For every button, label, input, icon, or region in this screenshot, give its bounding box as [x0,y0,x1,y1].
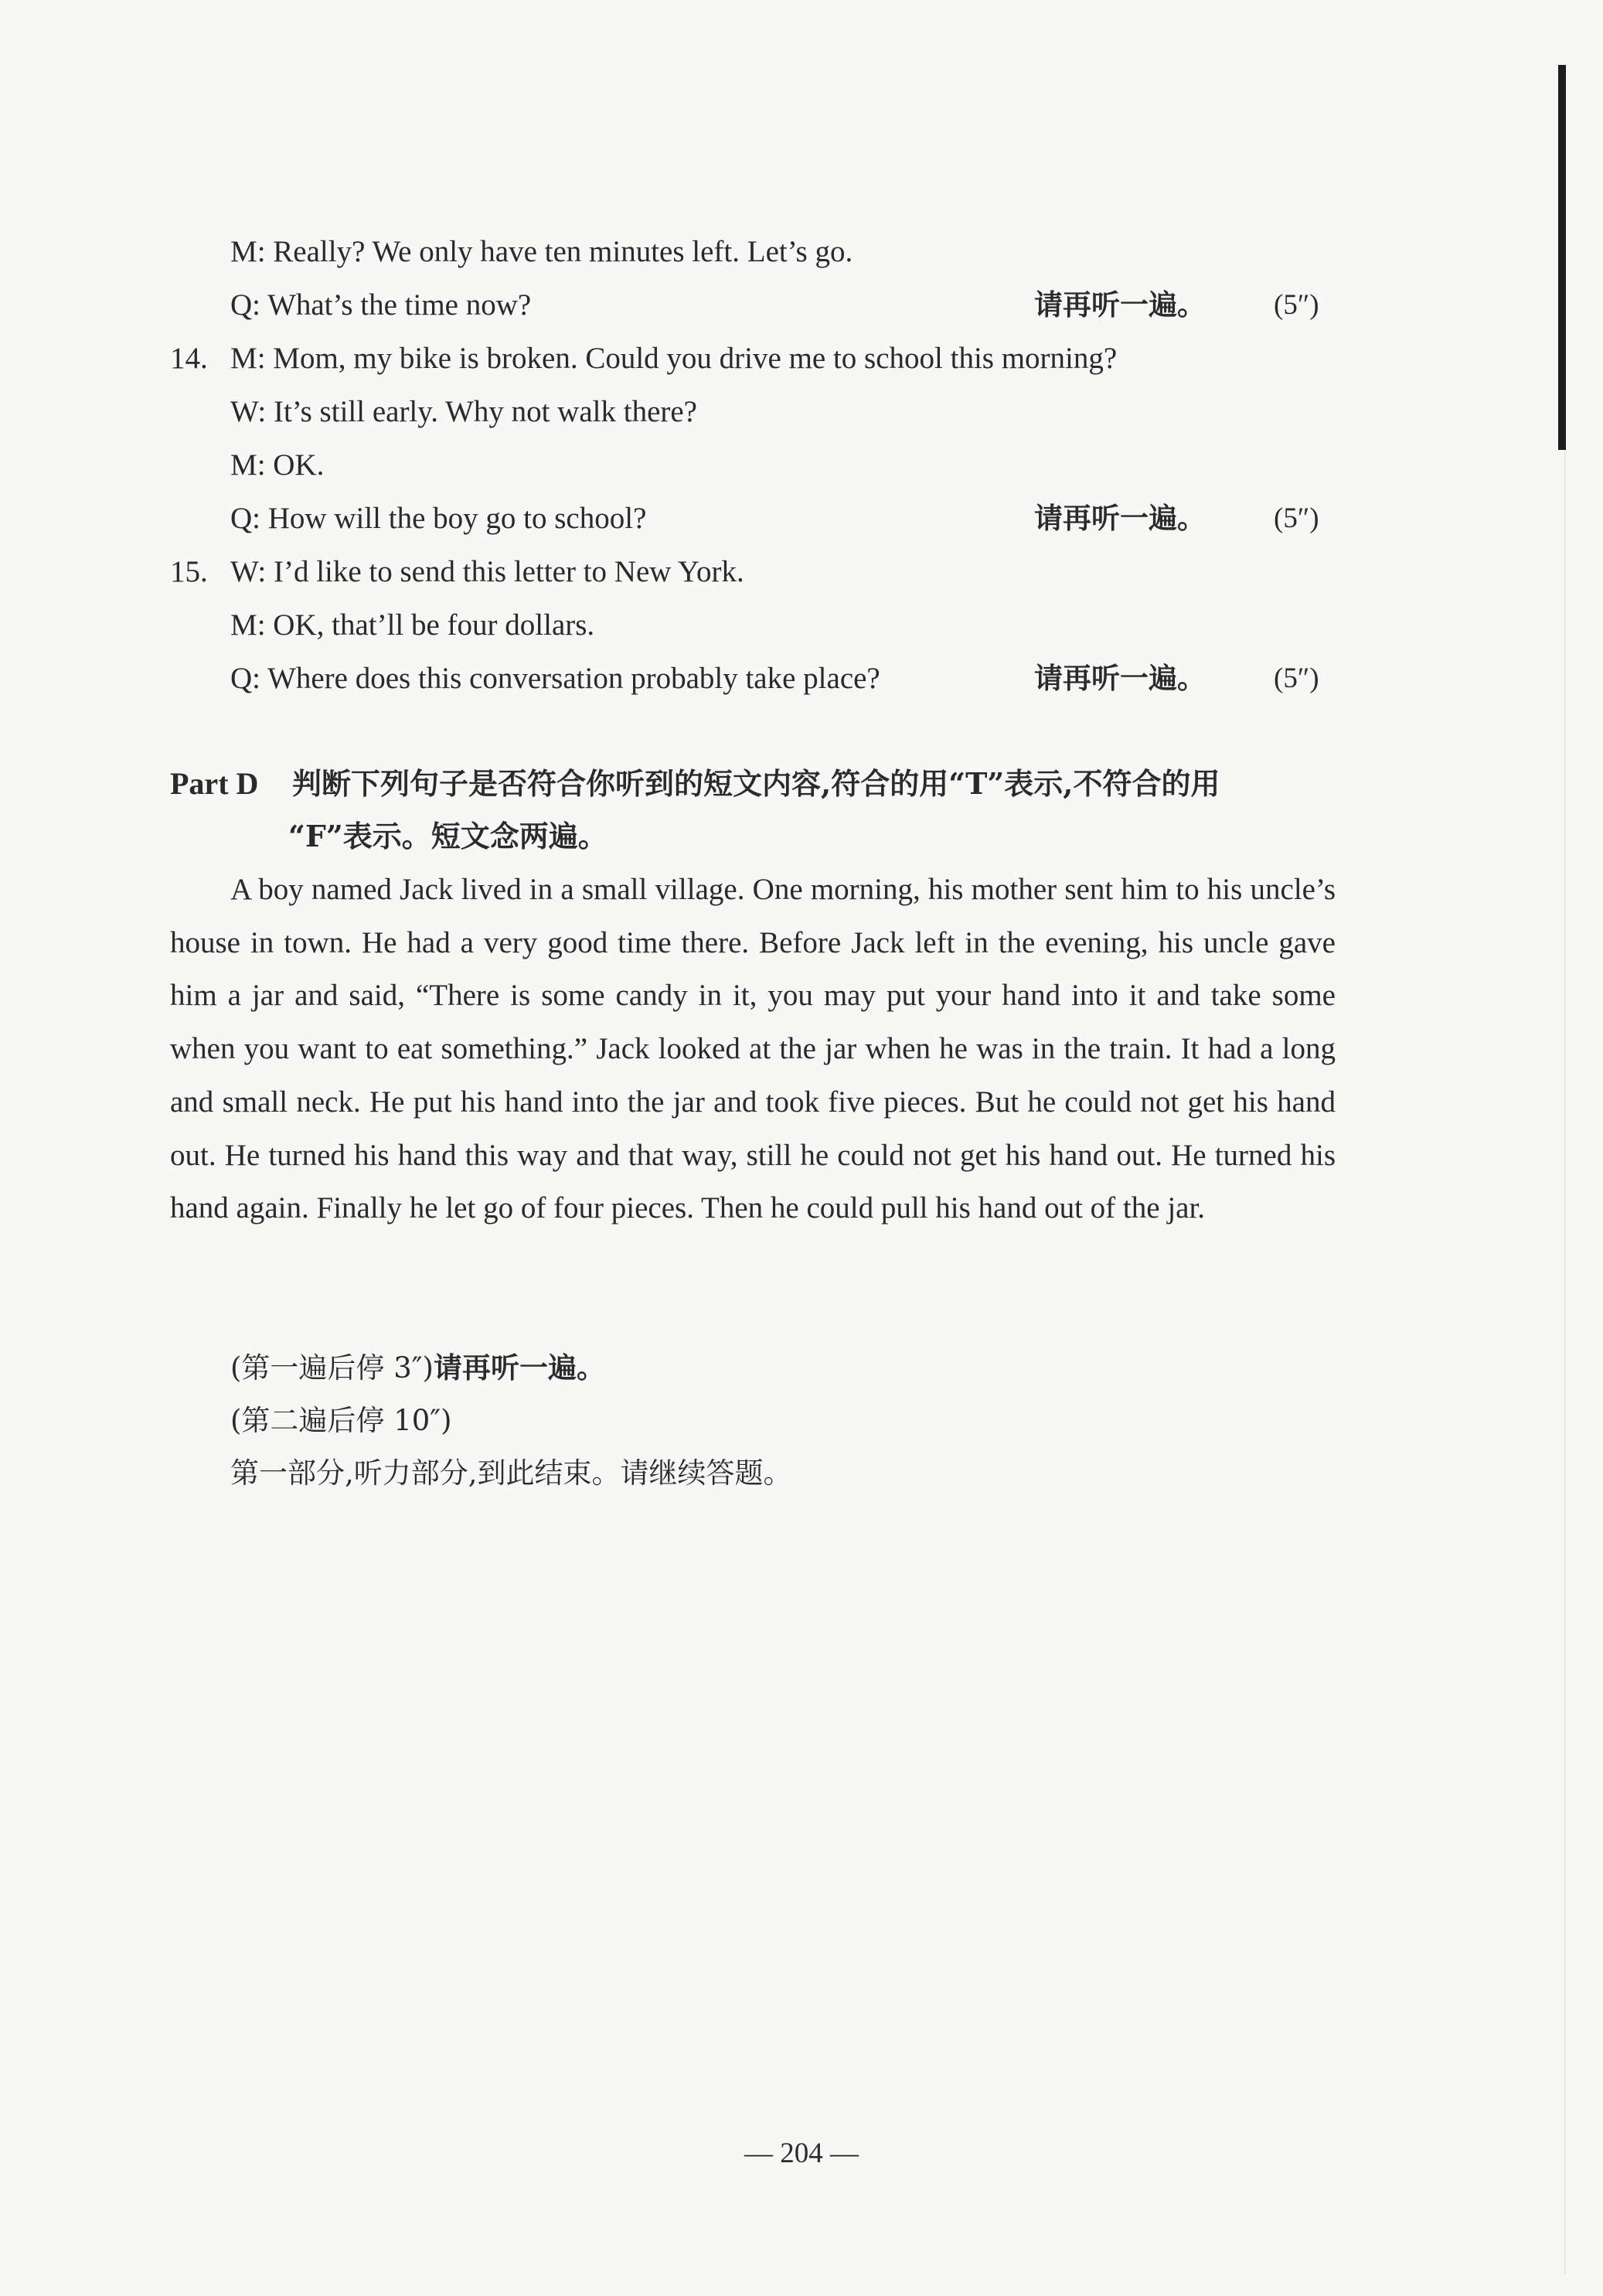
repeat-instruction: 请再听一遍。 [1034,288,1206,322]
utterance: Where does this conversation probably take place? [267,662,880,695]
speaker: M [230,235,257,268]
dialogue-line: M: OK. [230,448,325,482]
section-heading [170,761,1220,807]
speaker: Q [230,662,253,695]
pause-marker: (5″) [1274,663,1319,694]
speaker: Q [230,288,253,322]
repeat-instruction: 请再听一遍。 [434,1351,605,1385]
utterance: How will the boy go to school? [267,502,647,535]
speaker: W [230,555,258,588]
repeat-instruction: 请再听一遍。 [1034,662,1206,695]
dialogue-line: 14. M: Mom, my bike is broken. Could you drive me to school this morning? [170,339,1117,379]
utterance: OK, that’ll be four dollars. [273,608,595,642]
first-reading-note [230,1348,605,1388]
listening-passage: A boy named Jack lived in a small village. One morning, his mother sent him to his uncle’s house in town. He had a very good time there. Before Jack left in the evening, his uncle gave him a jar and said, “There is some candy in it, you may put your hand into it and take some when you want to eat something.” Jack looked at the jar when he was in the train. It had a long and small neck. He put his hand into the jar and took five pieces. But he could not get his hand out. He turned his hand this way and that way, still he could not get his hand out. He turned his hand again. Finally he let go of four pieces. Then he could pull his hand out of the jar. [170,873,1336,1225]
section-instruction: 判断下列句子是否符合你听到的短文内容,符合的用“T”表示,不符合的用 [292,766,1220,801]
utterance: Mom, my bike is broken. Could you drive me to school this morning? [273,342,1118,375]
speaker: M [230,608,257,642]
dialogue-line: 15. W: I’d like to send this letter to New York. [170,552,744,592]
first-pause-note: (第一遍后停 3″) [230,1351,434,1385]
utterance: It’s still early. Why not walk there? [273,395,697,428]
speaker: W [230,395,258,428]
dialogue-line: Q: Where does this conversation probably take place? [230,662,880,695]
repeat-instruction: 请再听一遍。 [1034,502,1206,535]
speaker: M [230,342,257,375]
dialogue-line: M: OK, that’ll be four dollars. [230,608,595,642]
utterance: OK. [273,448,325,482]
page-edge-mark [1558,65,1566,450]
page-number: — 204 — [744,2138,859,2169]
dialogue-line: Q: How will the boy go to school? [230,502,647,535]
second-reading-note: (第二遍后停 10″) [230,1404,452,1437]
section-label: Part D [170,766,259,801]
speaker: Q [230,502,253,535]
dialogue-line: Q: What’s the time now? [230,288,532,322]
utterance: What’s the time now? [267,288,532,322]
page-edge-shadow [1564,450,1566,2274]
question-number: 14. [170,342,208,375]
dialogue-line: W: It’s still early. Why not walk there? [230,395,697,428]
section-instruction-line2: “F”表示。短文念两遍。 [288,819,608,853]
end-of-listening-note: 第一部分,听力部分,到此结束。请继续答题。 [230,1456,792,1490]
utterance: Really? We only have ten minutes left. Let’s go. [273,235,853,268]
utterance: I’d like to send this letter to New York. [273,555,744,588]
speaker: M [230,448,257,482]
question-number: 15. [170,555,208,588]
pause-marker: (5″) [1274,289,1319,321]
section-heading-continued [288,813,608,860]
dialogue-line: M: Really? We only have ten minutes left. Let’s go. [230,235,853,268]
pause-marker: (5″) [1274,502,1319,534]
